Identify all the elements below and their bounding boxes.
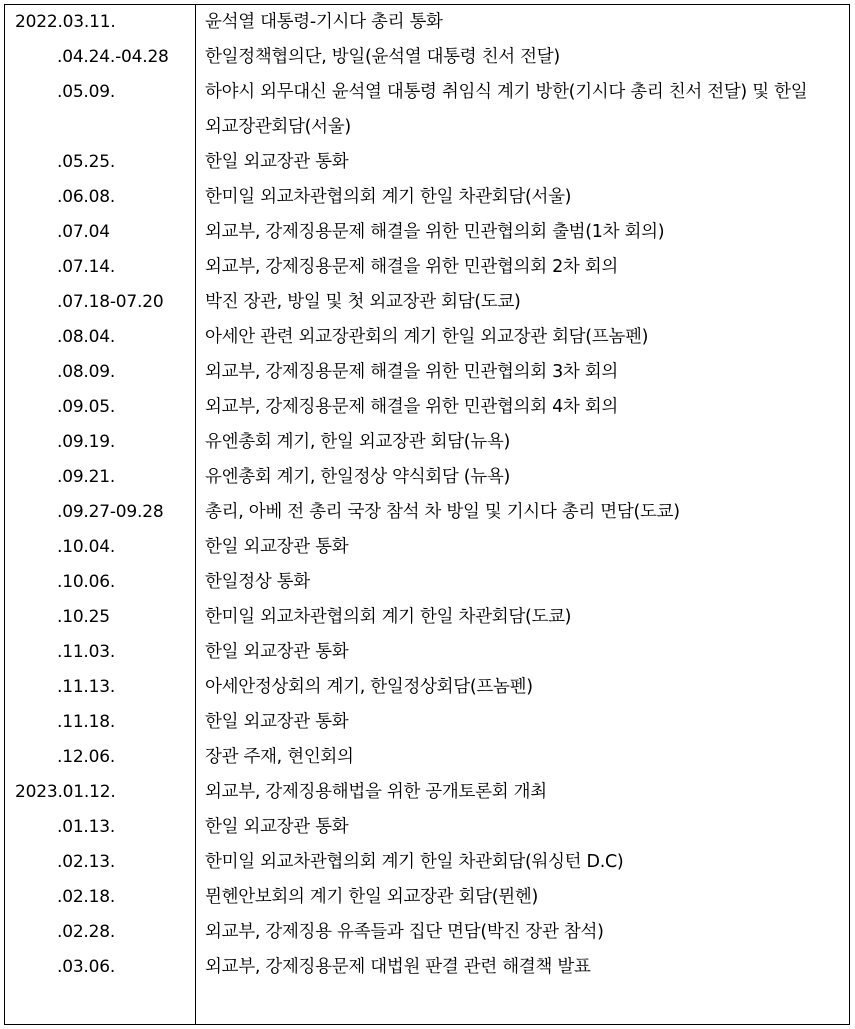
timeline-row <box>5 880 849 915</box>
row-date: .05.09. <box>57 82 116 102</box>
timeline-row <box>5 915 849 950</box>
row-date: .02.18. <box>57 887 116 907</box>
row-date: .09.21. <box>57 467 116 487</box>
row-date: .04.24.-04.28 <box>57 47 169 67</box>
row-event: 유엔총회 계기, 한일정상 약식회담 (뉴욕) <box>205 467 511 487</box>
timeline-row <box>5 950 849 985</box>
timeline-row <box>5 565 849 600</box>
row-event: 외교부, 강제징용문제 해결을 위한 민관협의회 4차 회의 <box>205 397 618 417</box>
row-date: .02.28. <box>57 922 116 942</box>
timeline-row <box>5 180 849 215</box>
row-event: 한일 외교장관 통화 <box>205 817 349 837</box>
row-date: 2022.03.11. <box>15 12 116 32</box>
row-date: .09.05. <box>57 397 116 417</box>
timeline-row <box>5 670 849 705</box>
timeline-row <box>5 40 849 75</box>
row-event: 한일정상 통화 <box>205 572 310 592</box>
row-event: 뮌헨안보회의 계기 한일 외교장관 회담(뮌헨) <box>205 887 538 907</box>
row-date: .03.06. <box>57 957 116 977</box>
row-event: 한일정책협의단, 방일(윤석열 대통령 친서 전달) <box>205 47 560 67</box>
row-event: 외교부, 강제징용해법을 위한 공개토론회 개최 <box>205 782 547 802</box>
row-date: .09.27-09.28 <box>57 502 164 522</box>
row-event: 하야시 외무대신 윤석열 대통령 취임식 계기 방한(기시다 총리 친서 전달) 및 한일 외교장관회담(서울) <box>205 82 808 137</box>
row-event: 한일 외교장관 통화 <box>205 537 349 557</box>
row-event: 아세안정상회의 계기, 한일정상회담(프놈펜) <box>205 677 533 697</box>
timeline-row <box>5 215 849 250</box>
row-date: .11.13. <box>57 677 116 697</box>
row-date: .05.25. <box>57 152 116 172</box>
timeline-rows <box>5 5 849 985</box>
row-event: 외교부, 강제징용문제 대법원 판결 관련 해결책 발표 <box>205 957 591 977</box>
row-event: 외교부, 강제징용문제 해결을 위한 민관협의회 출범(1차 회의) <box>205 222 665 242</box>
row-date: .07.04 <box>57 222 110 242</box>
row-event: 한미일 외교차관협의회 계기 한일 차관회담(워싱턴 D.C) <box>205 852 624 872</box>
timeline-row <box>5 810 849 845</box>
row-date: .11.18. <box>57 712 116 732</box>
timeline-row <box>5 460 849 495</box>
timeline-row <box>5 705 849 740</box>
timeline-row <box>5 495 849 530</box>
timeline-row <box>5 145 849 180</box>
row-event: 장관 주재, 현인회의 <box>205 747 354 767</box>
timeline-row <box>5 530 849 565</box>
row-event: 총리, 아베 전 총리 국장 참석 차 방일 및 기시다 총리 면담(도쿄) <box>205 502 680 522</box>
timeline-row <box>5 425 849 460</box>
row-event: 유엔총회 계기, 한일 외교장관 회담(뉴욕) <box>205 432 511 452</box>
timeline-row <box>5 285 849 320</box>
row-event: 외교부, 강제징용문제 해결을 위한 민관협의회 2차 회의 <box>205 257 618 277</box>
row-date: .02.13. <box>57 852 116 872</box>
timeline-row <box>5 845 849 880</box>
timeline-row <box>5 775 849 810</box>
row-date: .07.14. <box>57 257 116 277</box>
row-event: 박진 장관, 방일 및 첫 외교장관 회담(도쿄) <box>205 292 521 312</box>
timeline-row <box>5 635 849 670</box>
row-date: .11.03. <box>57 642 116 662</box>
row-date: .10.25 <box>57 607 110 627</box>
row-event: 윤석열 대통령-기시다 총리 통화 <box>205 12 443 32</box>
row-event: 아세안 관련 외교장관회의 계기 한일 외교장관 회담(프놈펜) <box>205 327 649 347</box>
timeline-row <box>5 600 849 635</box>
row-date: .01.13. <box>57 817 116 837</box>
row-event: 한일 외교장관 통화 <box>205 712 349 732</box>
row-date: .09.19. <box>57 432 116 452</box>
timeline-row <box>5 320 849 355</box>
row-date: .06.08. <box>57 187 116 207</box>
timeline-table <box>4 4 850 1025</box>
row-date: .08.09. <box>57 362 116 382</box>
row-event: 외교부, 강제징용문제 해결을 위한 민관협의회 3차 회의 <box>205 362 618 382</box>
row-event: 외교부, 강제징용 유족들과 집단 면담(박진 장관 참석) <box>205 922 604 942</box>
timeline-row <box>5 75 849 145</box>
row-date: .12.06. <box>57 747 116 767</box>
row-date: .08.04. <box>57 327 116 347</box>
timeline-row <box>5 740 849 775</box>
timeline-row <box>5 250 849 285</box>
timeline-row <box>5 390 849 425</box>
timeline-row <box>5 5 849 40</box>
row-date: .07.18-07.20 <box>57 292 164 312</box>
row-date: .10.04. <box>57 537 116 557</box>
row-event: 한일 외교장관 통화 <box>205 642 349 662</box>
row-event: 한일 외교장관 통화 <box>205 152 349 172</box>
row-event: 한미일 외교차관협의회 계기 한일 차관회담(서울) <box>205 187 572 207</box>
row-date: .10.06. <box>57 572 116 592</box>
row-date: 2023.01.12. <box>15 782 116 802</box>
timeline-row <box>5 355 849 390</box>
row-event: 한미일 외교차관협의회 계기 한일 차관회담(도쿄) <box>205 607 572 627</box>
